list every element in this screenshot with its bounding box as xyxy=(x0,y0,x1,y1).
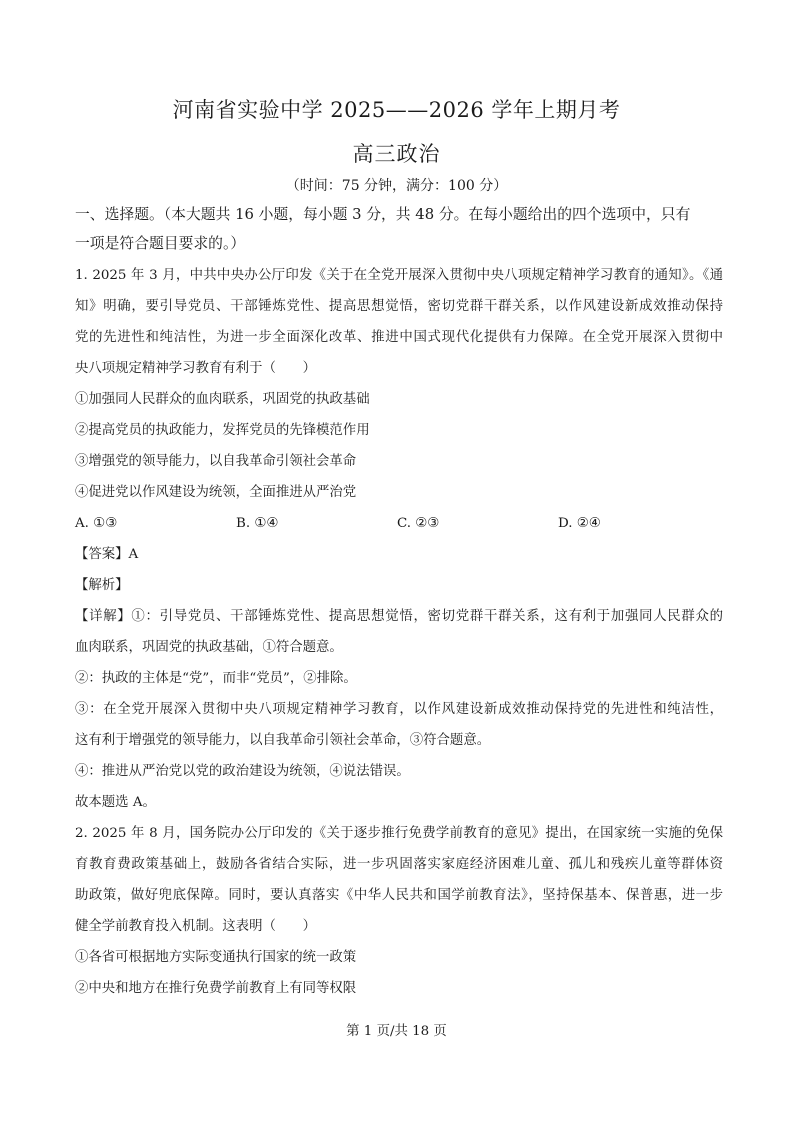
statement: ①加强同人民群众的血肉联系，巩固党的执政基础 xyxy=(75,392,370,407)
question-stem-line: 育教育费政策基础上，鼓励各省结合实际，进一步巩固落实家庭经济困难儿童、孤儿和残疾儿童等群体资 xyxy=(75,857,723,872)
detail-line: 这有利于增强党的领导能力，以自我革命引领社会革命，③符合题意。 xyxy=(75,733,491,748)
detail-line: 【详解】①：引导党员、干部锤炼党性、提高思想觉悟，密切党群干群关系，这有利于加强同人民群众的 xyxy=(75,609,723,624)
option-d: D. ②④ xyxy=(558,516,601,531)
question-stem-line: 知》明确，要引导党员、干部锤炼党性、提高思想觉悟，密切党群干群关系，以作风建设新成效推动保持 xyxy=(75,299,723,314)
analysis-label: 【解析】 xyxy=(75,578,129,593)
exam-content xyxy=(75,200,723,1004)
statement: ③增强党的领导能力，以自我革命引领社会革命 xyxy=(75,454,357,469)
question-1 xyxy=(75,260,723,818)
answer-options xyxy=(75,508,723,539)
statement: ④促进党以作风建设为统领，全面推进从严治党 xyxy=(75,485,357,500)
exam-subject: 高三政治 xyxy=(352,142,441,166)
question-stem-line: 健全学前教育投入机制。这表明（ ） xyxy=(75,919,317,934)
detail-line: ③：在全党开展深入贯彻中央八项规定精神学习教育，以作风建设新成效推动保持党的先进性和纯洁性， xyxy=(75,702,723,717)
detail-line: 血肉联系，巩固党的执政基础，①符合题意。 xyxy=(75,640,343,655)
exam-info: （时间：75 分钟，满分：100 分） xyxy=(285,178,508,194)
question-stem-line: 助政策，做好兜底保障。同时，要认真落实《中华人民共和国学前教育法》，坚持保基本、保普惠，进一步 xyxy=(75,888,723,903)
question-stem-line: 央八项规定精神学习教育有利于（ ） xyxy=(75,361,317,376)
detail-line: ②：执政的主体是“党”，而非“党员”，②排除。 xyxy=(75,671,357,686)
detail-line: 故本题选 A。 xyxy=(75,795,156,810)
question-stem-line: 2. 2025 年 8 月，国务院办公厅印发的《关于逐步推行免费学前教育的意见》提出，在国家统一实施的免保 xyxy=(75,826,723,841)
section-heading-line: 一项是符合题目要求的。） xyxy=(75,235,246,252)
statement: ②中央和地方在推行免费学前教育上有同等权限 xyxy=(75,981,357,996)
exam-title: 河南省实验中学 2025——2026 学年上期月考 xyxy=(172,98,621,122)
statement: ①各省可根据地方实际变通执行国家的统一政策 xyxy=(75,950,357,965)
answer-label: 【答案】A xyxy=(75,547,139,562)
option-b: B. ①④ xyxy=(236,516,279,531)
question-2 xyxy=(75,818,723,1004)
question-stem-line: 1. 2025 年 3 月，中共中央办公厅印发《关于在全党开展深入贯彻中央八项规定精神学习教育的通知》。《通 xyxy=(75,268,723,283)
section-heading-line: 一、选择题。（本大题共 16 小题，每小题 3 分，共 48 分。在每小题给出的四个选项中，只有 xyxy=(75,206,691,223)
option-c: C. ②③ xyxy=(397,516,440,531)
detail-line: ④：推进从严治党以党的政治建设为统领，④说法错误。 xyxy=(75,764,410,779)
section-heading xyxy=(75,200,723,258)
statement: ②提高党员的执政能力，发挥党员的先锋模范作用 xyxy=(75,423,370,438)
option-a: A. ①③ xyxy=(75,516,118,531)
page-number: 第 1 页/共 18 页 xyxy=(346,1024,447,1039)
question-stem-line: 党的先进性和纯洁性，为进一步全面深化改革、推进中国式现代化提供有力保障。在全党开展深入贯彻中 xyxy=(75,330,723,345)
